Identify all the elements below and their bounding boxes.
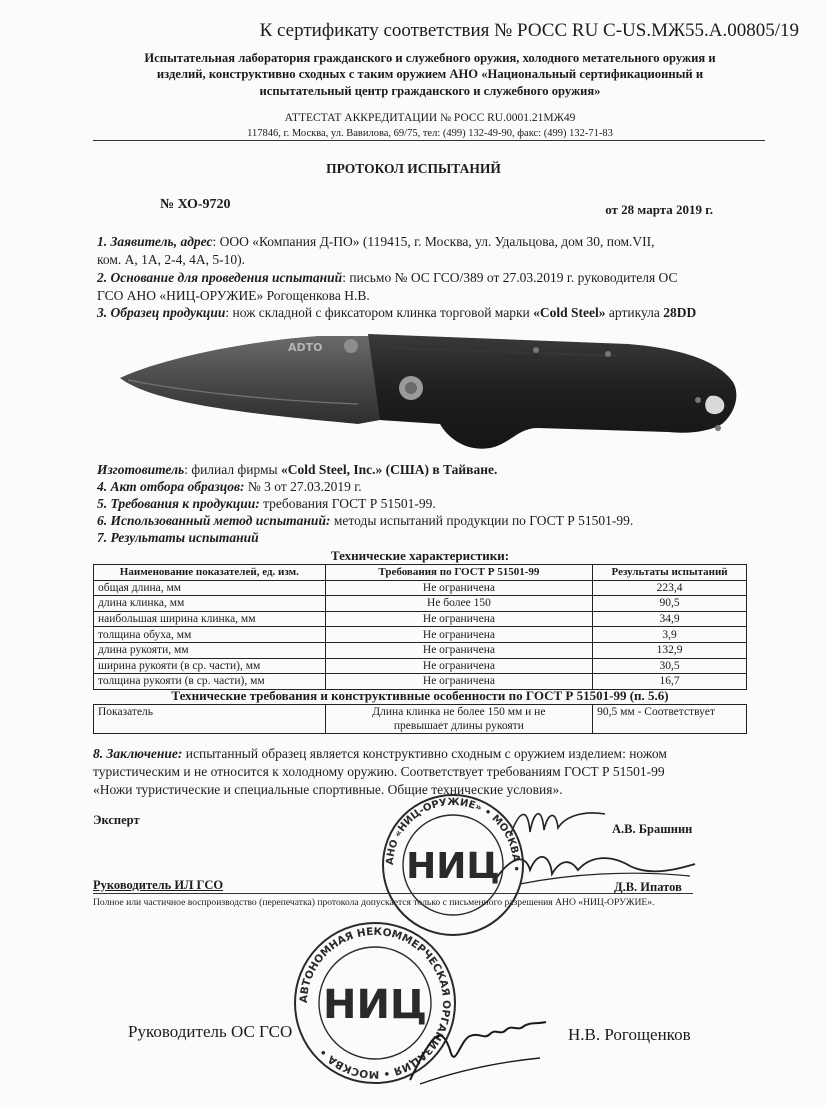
svg-text:АВТОНОМНАЯ НЕКОММЕРЧЕСКАЯ ОРГА: АВТОНОМНАЯ НЕКОММЕРЧЕСКАЯ ОРГАНИЗАЦИЯ • МОСКВА • (297, 925, 453, 1081)
conclusion: 8. Заключение: испытанный образец является конструктивно сходным с оружием изделием: ножом туристическим и не относится к холодному оружию. Соответствует требованиям ГОСТ Р 51501-99 «Ножи туристические и специальные спортивные. Общие технические условия». (93, 746, 667, 797)
table-row: ширина рукояти (в ср. части), мм Не ограничена 30,5 (94, 658, 747, 674)
protocol-date: от 28 марта 2019 г. (605, 202, 713, 217)
indicator-cell: Показатель (94, 705, 326, 734)
head-name: Д.В. Ипатов (614, 880, 682, 894)
head-title: Руководитель ИЛ ГСО (93, 878, 224, 892)
result-cell: 90,5 мм - Соответствует (593, 705, 747, 734)
item-sampling-act: 4. Акт отбора образцов: № 3 от 27.03.2019 г. (97, 479, 362, 494)
item-results: 7. Результаты испытаний (97, 530, 259, 545)
os-head-title: Руководитель ОС ГСО (128, 1022, 293, 1041)
table-header-cell: Наименование показателей, ед. изм. (94, 565, 326, 581)
os-head-name: Н.В. Рогощенков (568, 1025, 691, 1044)
table2-caption: Технические требования и конструктивные особенности по ГОСТ Р 51501-99 (п. 5.6) (171, 688, 669, 703)
os-signature-icon (400, 1000, 550, 1090)
table1-caption: Технические характеристики: (330, 548, 510, 563)
laboratory-name: Испытательная лаборатория гражданского и служебного оружия, холодного метательного оружия и изделий, конструктивно сходных с таким оружием АНО «Национальный сертификационный и испытательный центр гражданского и служебного оружия» (144, 51, 716, 98)
accreditation-number: АТТЕСТАТ АККРЕДИТАЦИИ № РОСС RU.0001.21МЖ49 (284, 112, 576, 124)
header-divider (93, 140, 765, 141)
requirement-cell: Длина клинка не более 150 мм и не превышает длины рукояти (325, 705, 593, 734)
table-row: длина рукояти, мм Не ограничена 132,9 (94, 642, 747, 658)
table-row: наибольшая ширина клинка, мм Не ограничена 34,9 (94, 611, 747, 627)
table-header-cell: Требования по ГОСТ Р 51501-99 (325, 565, 593, 581)
table-row: длина клинка, мм Не более 150 90,5 (94, 596, 747, 612)
protocol-number: № ХО-9720 (160, 197, 231, 212)
characteristics-table (93, 564, 747, 690)
item-manufacturer: Изготовитель: филиал фирмы «Cold Steel, Inc.» (США) в Тайване. (97, 462, 498, 477)
item-method: 6. Использованный метод испытаний: методы испытаний продукции по ГОСТ Р 51501-99. (97, 513, 634, 528)
table-header-row (94, 565, 747, 581)
table-header-cell: Результаты испытаний (593, 565, 747, 581)
certificate-reference: К сертификату соответствия № РОСС RU C-US.МЖ55.А.00805/19 (259, 20, 799, 41)
table-row: толщина обуха, мм Не ограничена 3,9 (94, 627, 747, 643)
expert-name: А.В. Брашнин (612, 822, 693, 836)
expert-title: Эксперт (93, 813, 140, 827)
table-row (94, 705, 747, 734)
item-requirements: 5. Требования к продукции: требования ГОСТ Р 51501-99. (97, 496, 436, 511)
item-applicant: 1. Заявитель, адрес: ООО «Компания Д-ПО» (119415, г. Москва, ул. Удальцова, дом 30, пом.VII, ком. А, 1А, 2-4, 4А, 5-10). (97, 234, 655, 267)
accreditation-block (100, 111, 760, 141)
svg-text:АНО «НИЦ-ОРУЖИЕ» • МОСКВА •: АНО «НИЦ-ОРУЖИЕ» • МОСКВА • (384, 796, 522, 873)
svg-text:НИЦ: НИЦ (406, 846, 500, 887)
requirements-table (93, 704, 747, 734)
svg-text:НИЦ: НИЦ (322, 982, 428, 1028)
item-sample: 3. Образец продукции: нож складной с фиксатором клинка торговой марки «Cold Steel» артикула 28DD (97, 305, 697, 320)
knife-marking: ADTO (288, 341, 323, 354)
reproduction-note: Полное или частичное воспроизводство (перепечатка) протокола допускается только с письменного разрешения АНО «НИЦ-ОРУЖИЕ». (93, 897, 655, 908)
table-row: общая длина, мм Не ограничена 223,4 (94, 580, 747, 596)
knife-photo (118, 320, 758, 460)
lab-address: 117846, г. Москва, ул. Вавилова, 69/75, тел: (499) 132-49-90, факс: (499) 132-71-83 (247, 127, 613, 139)
protocol-title: ПРОТОКОЛ ИСПЫТАНИЙ (326, 161, 501, 176)
table-row: толщина рукояти (в ср. части), мм Не ограничена 16,7 (94, 674, 747, 690)
item-basis: 2. Основание для проведения испытаний: письмо № ОС ГСО/389 от 27.03.2019 г. руководителя ОС ГСО АНО «НИЦ-ОРУЖИЕ» Рогощенкова Н.В. (97, 270, 678, 303)
